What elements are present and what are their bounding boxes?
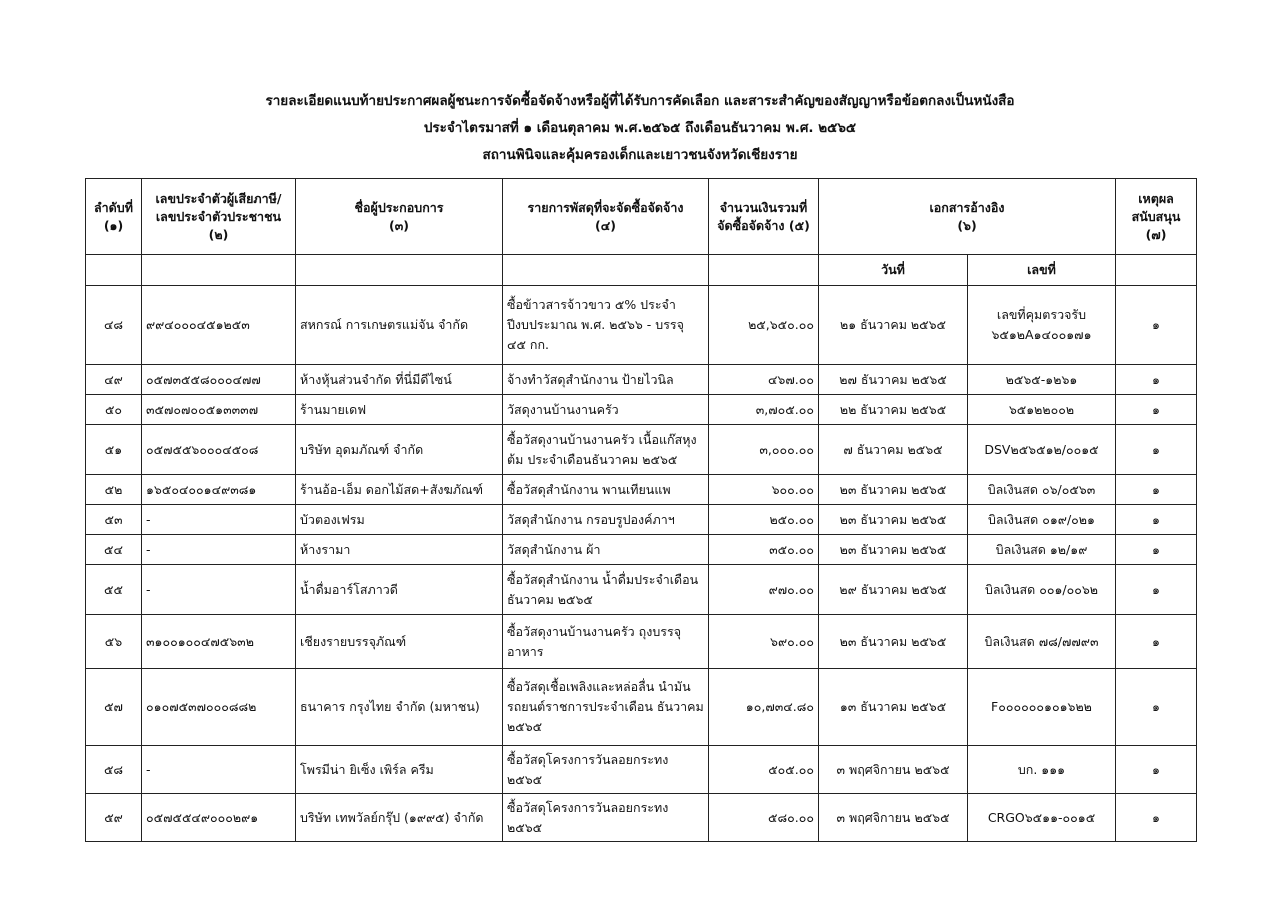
title-line-3: สถานพินิจและคุ้มครองเด็กและเยาวชนจังหวัดเชียงราย: [482, 147, 798, 163]
table-row: ๕๒ ๑๖๕๐๔๐๐๑๔๙๓๘๑ ร้านอ้อ-เอ็ม ดอกไม้สด+สังฆภัณฑ์ ซื้อวัสดุสำนักงาน พานเทียนแพ ๖๐๐.๐๐ ๒๓ ธันวาคม ๒๕๖๕ บิลเงินสด ๐๖/๐๕๖๓ ๑: [86, 475, 1197, 505]
title-line-1: รายละเอียดแนบท้ายประกาศผลผู้ชนะการจัดซื้อจัดจ้างหรือผู้ที่ได้รับการคัดเลือก และสาระสำคัญของสัญญาหรือข้อตกลงเป็นหนังสือ: [265, 93, 1015, 109]
table-row: ๕๙ ๐๕๗๕๕๔๙๐๐๐๒๙๑ บริษัท เทพวัลย์กรุ๊ป (๑๙๙๕) จำกัด ซื้อวัสดุโครงการวันลอยกระทง ๒๕๖๕ ๕๘๐.๐๐ ๓ พฤศจิกายน ๒๕๖๕ CRGO๖๕๑๑-๐๐๑๕ ๑: [86, 794, 1197, 842]
table-row: ๕๗ ๐๑๐๗๕๓๗๐๐๐๘๘๒ ธนาคาร กรุงไทย จำกัด (มหาชน) ซื้อวัสดุเชื้อเพลิงและหล่อลื่น นำมันรถยนต์ราชการประจำเดือน ธันวาคม ๒๕๖๕ ๑๐,๗๓๔.๘๐ ๑๓ ธันวาคม ๒๕๖๕ F๐๐๐๐๐๐๑๐๑๖๒๒ ๑: [86, 669, 1197, 746]
table-row: ๕๘ - โพรมีน่า ยิเซ็ง เพิร์ล ครีม ซื้อวัสดุโครงการวันลอยกระทง ๒๕๖๕ ๕๐๕.๐๐ ๓ พฤศจิกายน ๒๕๖๕ บก. ๑๑๑ ๑: [86, 746, 1197, 794]
header-col3: ชื่อผู้ประกอบการ (๓): [296, 179, 503, 255]
header-col1: ลำดับที่ (๑): [86, 179, 142, 255]
header-row: [86, 179, 1197, 255]
procurement-table: [85, 178, 1197, 842]
document-title: [0, 88, 1280, 169]
table-row: ๕๓ - บัวตองเฟรม วัสดุสำนักงาน กรอบรูปองค์ภาฯ ๒๕๐.๐๐ ๒๓ ธันวาคม ๒๕๖๕ บิลเงินสด ๐๑๙/๐๒๑ ๑: [86, 505, 1197, 535]
header-col7: เหตุผลสนับสนุน (๗): [1116, 179, 1197, 255]
header-col5: จำนวนเงินรวมที่ จัดซื้อจัดจ้าง (๕): [709, 179, 819, 255]
header-doc-no: เลขที่: [968, 255, 1116, 286]
table-row: ๔๙ ๐๕๗๓๕๕๘๐๐๐๔๗๗ ห้างหุ้นส่วนจำกัด ที่นี่มีดีไซน์ จ้างทำวัสดุสำนักงาน ป้ายไวนิล ๔๖๗.๐๐ ๒๗ ธันวาคม ๒๕๖๕ ๒๕๖๕-๑๒๖๑ ๑: [86, 365, 1197, 395]
title-line-2: ประจำไตรมาสที่ ๑ เดือนตุลาคม พ.ศ.๒๕๖๕ ถึงเดือนธันวาคม พ.ศ. ๒๕๖๕: [423, 120, 857, 136]
table-row: ๔๘ ๙๙๔๐๐๐๔๕๑๒๕๓ สหกรณ์ การเกษตรแม่จัน จำกัด ซื้อข้าวสารจ้าวขาว ๕% ประจำปีงบประมาณ พ.ศ. ๒๕๖๖ - บรรจุ ๔๕ กก. ๒๕,๖๕๐.๐๐ ๒๑ ธันวาคม ๒๕๖๕ เลขที่คุมตรวจรับ ๖๕๑๒A๑๔๐๐๑๗๑ ๑: [86, 286, 1197, 365]
table-row: ๕๔ - ห้างรามา วัสดุสำนักงาน ผ้า ๓๕๐.๐๐ ๒๓ ธันวาคม ๒๕๖๕ บิลเงินสด ๑๒/๑๙ ๑: [86, 535, 1197, 565]
table-row: ๕๕ - น้ำดื่มอาร์โสภาวดี ซื้อวัสดุสำนักงาน น้ำดื่มประจำเดือน ธันวาคม ๒๕๖๕ ๙๗๐.๐๐ ๒๙ ธันวาคม ๒๕๖๕ บิลเงินสด ๐๐๑/๐๐๖๒ ๑: [86, 565, 1197, 615]
header-col2: เลขประจำตัวผู้เสียภาษี/ เลขประจำตัวประชาชน (๒): [142, 179, 296, 255]
subheader-row: [86, 255, 1197, 286]
header-date: วันที่: [819, 255, 968, 286]
table-row: ๕๖ ๓๑๐๐๑๐๐๔๗๕๖๓๒ เชียงรายบรรจุภัณฑ์ ซื้อวัสดุงานบ้านงานครัว ถุงบรรจุอาหาร ๖๙๐.๐๐ ๒๓ ธันวาคม ๒๕๖๕ บิลเงินสด ๗๘/๗๗๙๓ ๑: [86, 615, 1197, 669]
header-col4: รายการพัสดุที่จะจัดซื้อจัดจ้าง (๔): [503, 179, 709, 255]
table-row: ๕๑ ๐๕๗๕๕๖๐๐๐๔๕๐๘ บริษัท อุดมภัณฑ์ จำกัด ซื้อวัสดุงานบ้านงานครัว เนื้อแก๊สหุงต้ม ประจำเดือนธันวาคม ๒๕๖๕ ๓,๐๐๐.๐๐ ๗ ธันวาคม ๒๕๖๕ DSV๒๕๖๕๑๒/๐๐๑๕ ๑: [86, 425, 1197, 475]
header-col6: เอกสารอ้างอิง (๖): [819, 179, 1116, 255]
table-row: ๕๐ ๓๕๗๐๗๐๐๕๑๓๓๓๗ ร้านมายเดฟ วัสดุงานบ้านงานครัว ๓,๗๐๕.๐๐ ๒๒ ธันวาคม ๒๕๖๕ ๖๕๑๒๒๐๐๒ ๑: [86, 395, 1197, 425]
